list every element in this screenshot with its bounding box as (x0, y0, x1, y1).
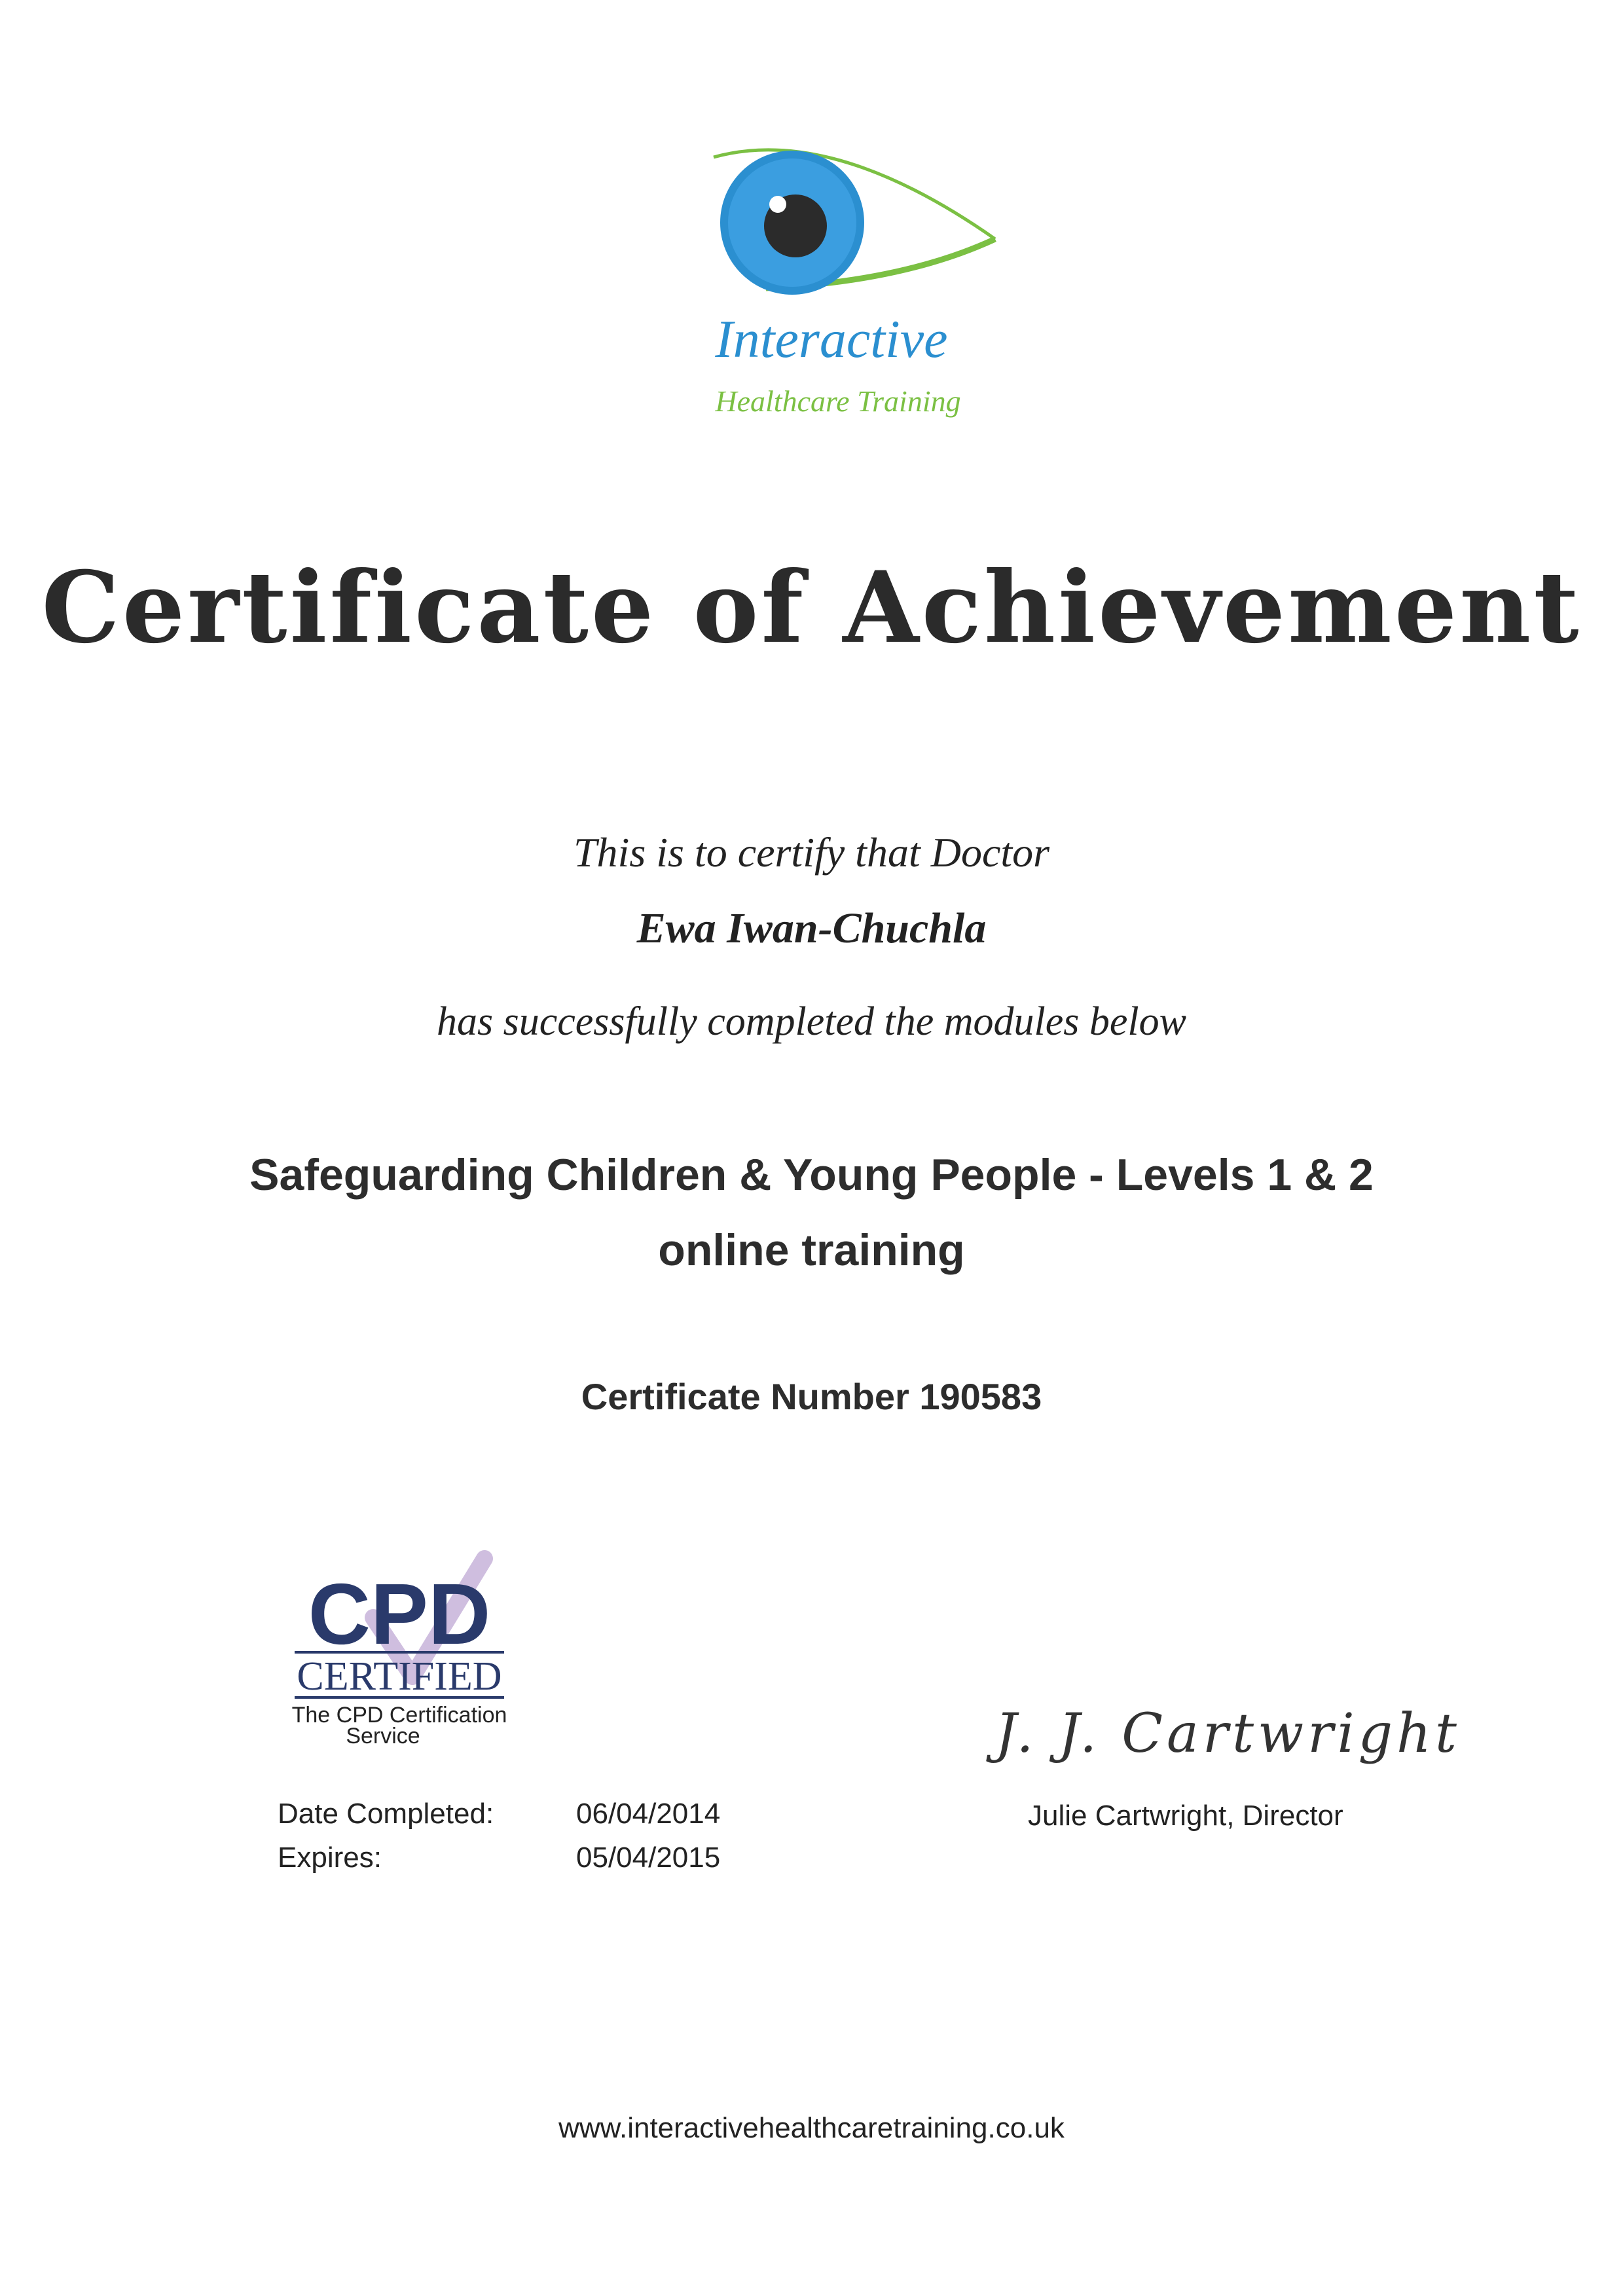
eye-logo-icon (668, 131, 1021, 439)
logo-subtitle: Healthcare Training (715, 384, 961, 418)
date-completed-label: Date Completed: (278, 1798, 494, 1830)
cpd-certified-text: CERTIFIED (297, 1654, 502, 1699)
completion-statement: has successfully completed the modules below (436, 999, 1187, 1044)
course-title: Safeguarding Children & Young People - Levels 1 & 2 (249, 1150, 1374, 1200)
recipient-name: Ewa Iwan-Chuchla (636, 904, 987, 952)
company-logo (668, 131, 1021, 439)
cpd-certified-logo (275, 1546, 524, 1755)
expires-label: Expires: (278, 1842, 382, 1874)
signature-icon (982, 1683, 1461, 1781)
cpd-mark: CPD (308, 1566, 491, 1662)
logo-title: Interactive (715, 309, 948, 369)
course-subtitle: online training (658, 1225, 965, 1275)
website-url: www.interactivehealthcaretraining.co.uk (558, 2112, 1065, 2144)
certificate-title: Certificate of Achievement (41, 550, 1582, 665)
certify-statement: This is to certify that Doctor (573, 829, 1050, 876)
signature-text: J. J. Cartwright (995, 1703, 1461, 1765)
cpd-service-line2: Service (346, 1724, 420, 1749)
cpd-service-line1: The CPD Certification (291, 1703, 507, 1728)
signatory-name: Julie Cartwright, Director (1028, 1800, 1343, 1832)
handwritten-signature (982, 1683, 1461, 1781)
date-completed-value: 06/04/2014 (576, 1798, 721, 1830)
cpd-checkmark-icon (275, 1546, 524, 1755)
certificate-number: Certificate Number 190583 (581, 1376, 1042, 1417)
expires-value: 05/04/2015 (576, 1842, 721, 1874)
